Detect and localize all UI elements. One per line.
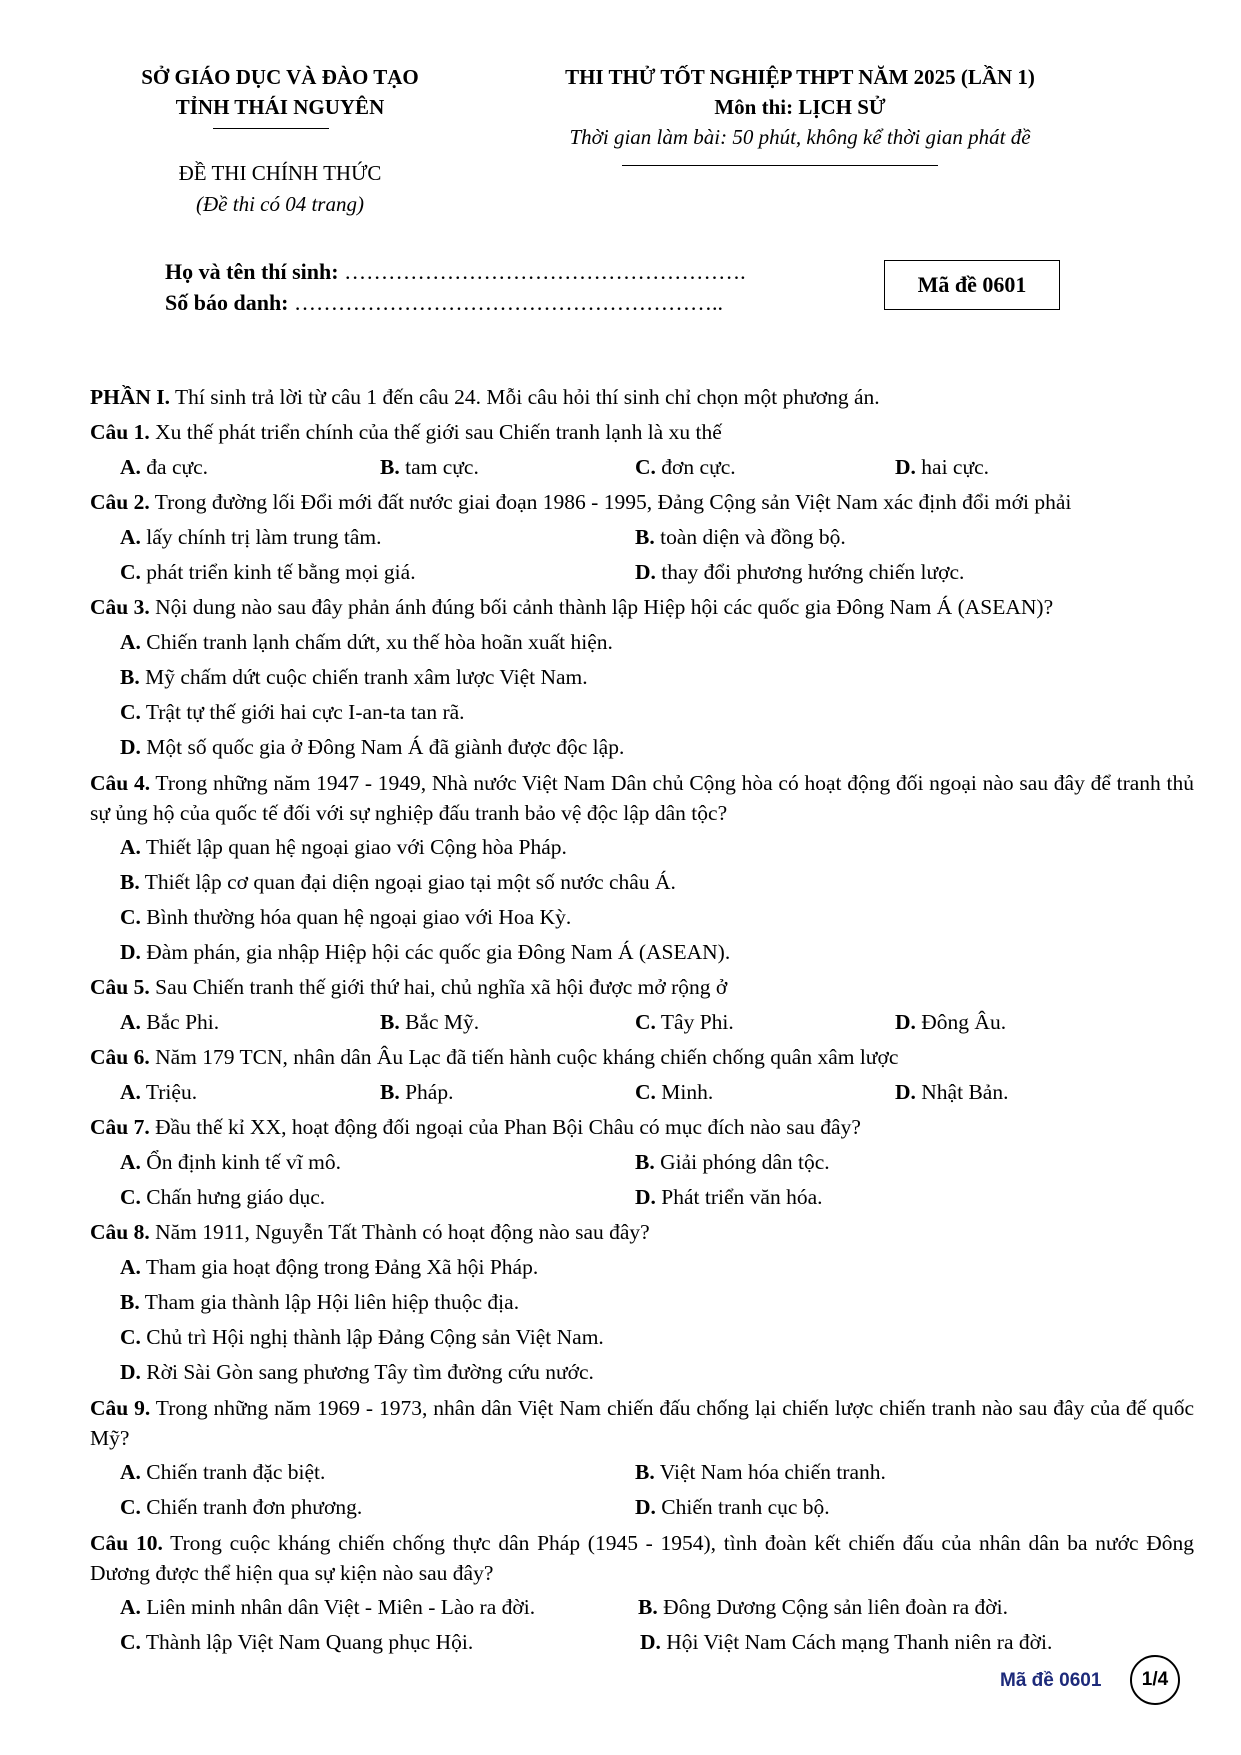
- option-c[interactable]: [120, 695, 465, 730]
- province-name: TỈNH THÁI NGUYÊN: [175, 95, 385, 119]
- option-text: Tham gia thành lập Hội liên hiệp thuộc địa.: [139, 1290, 520, 1314]
- option-text: Tham gia hoạt động trong Đảng Xã hội Pháp.: [140, 1255, 539, 1279]
- option-b[interactable]: [380, 1075, 453, 1110]
- option-d[interactable]: [895, 1075, 1008, 1110]
- option-text: Bắc Phi.: [140, 1010, 220, 1034]
- option-d[interactable]: [640, 1625, 1052, 1660]
- option-c[interactable]: [120, 900, 571, 935]
- option-row: [90, 1355, 1194, 1390]
- option-letter: B.: [380, 455, 400, 479]
- question-4: [90, 765, 1194, 970]
- option-row: [90, 1490, 1194, 1525]
- option-text: thay đổi phương hướng chiến lược.: [655, 560, 965, 584]
- option-letter: D.: [640, 1630, 661, 1654]
- option-letter: D.: [895, 455, 916, 479]
- option-letter: C.: [635, 455, 656, 479]
- option-text: Thiết lập quan hệ ngoại giao với Cộng hòa Pháp.: [140, 835, 567, 859]
- name-field[interactable]: ……………………………………………….: [344, 259, 746, 284]
- option-text: Một số quốc gia ở Đông Nam Á đã giành được độc lập.: [140, 735, 625, 759]
- pages-note: (Đề thi có 04 trang): [196, 192, 364, 216]
- option-text: Bắc Mỹ.: [399, 1010, 480, 1034]
- option-text: Thành lập Việt Nam Quang phục Hội.: [140, 1630, 474, 1654]
- option-letter: D.: [120, 735, 141, 759]
- option-letter: A.: [120, 455, 141, 479]
- option-letter: A.: [120, 1595, 141, 1619]
- option-row: [90, 865, 1194, 900]
- option-letter: C.: [120, 1185, 141, 1209]
- part-label: PHẦN I.: [90, 385, 171, 409]
- official-block: [95, 158, 465, 220]
- option-text: Ổn định kinh tế vĩ mô.: [140, 1150, 341, 1174]
- option-text: Minh.: [655, 1080, 714, 1104]
- exam-title-block: [470, 62, 1130, 152]
- option-d[interactable]: [895, 450, 989, 485]
- option-a[interactable]: [120, 1590, 535, 1625]
- option-c[interactable]: [120, 1320, 604, 1355]
- question-stem: [90, 485, 1194, 520]
- question-text: Nội dung nào sau đây phản ánh đúng bối cảnh thành lập Hiệp hội các quốc gia Đông Nam Á (ASEAN)?: [149, 595, 1054, 619]
- option-text: Hội Việt Nam Cách mạng Thanh niên ra đời.: [660, 1630, 1053, 1654]
- option-c[interactable]: [120, 1180, 325, 1215]
- name-label: Họ và tên thí sinh:: [165, 259, 339, 284]
- option-text: Mỹ chấm dứt cuộc chiến tranh xâm lược Việt Nam.: [139, 665, 588, 689]
- option-letter: C.: [120, 1630, 141, 1654]
- official-label: ĐỀ THI CHÍNH THỨC: [178, 161, 382, 185]
- option-d[interactable]: [120, 935, 730, 970]
- option-text: đơn cực.: [655, 455, 736, 479]
- option-letter: B.: [380, 1080, 400, 1104]
- option-row: [90, 900, 1194, 935]
- option-text: lấy chính trị làm trung tâm.: [140, 525, 382, 549]
- option-text: phát triển kinh tế bằng mọi giá.: [140, 560, 416, 584]
- option-text: Chiến tranh cục bộ.: [655, 1495, 830, 1519]
- question-text: Xu thế phát triển chính của thế giới sau Chiến tranh lạnh là xu thế: [149, 420, 722, 444]
- option-d[interactable]: [635, 1490, 830, 1525]
- option-letter: B.: [638, 1595, 658, 1619]
- question-text: Trong đường lối Đổi mới đất nước giai đoạn 1986 - 1995, Đảng Cộng sản Việt Nam xác định đổi mới phải: [149, 490, 1072, 514]
- option-b[interactable]: [635, 520, 846, 555]
- question-2: [90, 485, 1194, 590]
- option-text: Nhật Bản.: [915, 1080, 1009, 1104]
- option-row: [90, 1455, 1194, 1490]
- option-letter: D.: [635, 560, 656, 584]
- option-letter: C.: [635, 1010, 656, 1034]
- option-b[interactable]: [638, 1590, 1008, 1625]
- option-b[interactable]: [635, 1145, 830, 1180]
- option-text: toàn diện và đồng bộ.: [654, 525, 846, 549]
- option-row: [90, 695, 1194, 730]
- option-c[interactable]: [120, 1625, 473, 1660]
- question-10: [90, 1525, 1194, 1660]
- option-text: Rời Sài Gòn sang phương Tây tìm đường cứu nước.: [140, 1360, 594, 1384]
- question-stem: [90, 765, 1194, 830]
- option-letter: B.: [120, 1290, 140, 1314]
- option-a[interactable]: [120, 625, 613, 660]
- option-letter: A.: [120, 835, 141, 859]
- option-text: Thiết lập cơ quan đại diện ngoại giao tại một số nước châu Á.: [139, 870, 676, 894]
- option-text: Chiến tranh đơn phương.: [140, 1495, 363, 1519]
- option-letter: C.: [120, 1495, 141, 1519]
- option-letter: D.: [895, 1080, 916, 1104]
- option-letter: B.: [120, 665, 140, 689]
- option-letter: B.: [635, 1150, 655, 1174]
- option-row: [90, 1075, 1194, 1110]
- option-text: Tây Phi.: [655, 1010, 734, 1034]
- option-row: [90, 1590, 1194, 1625]
- option-letter: C.: [120, 1325, 141, 1349]
- option-a[interactable]: [120, 1145, 341, 1180]
- option-text: Pháp.: [399, 1080, 454, 1104]
- option-text: hai cực.: [915, 455, 990, 479]
- option-a[interactable]: [120, 1455, 325, 1490]
- exam-title: THI THỬ TỐT NGHIỆP THPT NĂM 2025 (LẦN 1): [565, 65, 1035, 89]
- option-text: Giải phóng dân tộc.: [654, 1150, 830, 1174]
- question-9: [90, 1390, 1194, 1525]
- question-7: [90, 1110, 1194, 1215]
- question-5: [90, 970, 1194, 1040]
- option-b[interactable]: [380, 450, 479, 485]
- option-b[interactable]: [380, 1005, 479, 1040]
- page-number: 1/4: [1130, 1655, 1180, 1705]
- option-letter: B.: [635, 525, 655, 549]
- option-letter: B.: [120, 870, 140, 894]
- question-stem: [90, 970, 1194, 1005]
- option-letter: C.: [635, 1080, 656, 1104]
- option-row: [90, 450, 1194, 485]
- question-stem: [90, 1215, 1194, 1250]
- question-stem: [90, 1040, 1194, 1075]
- option-row: [90, 1625, 1194, 1660]
- option-a[interactable]: [120, 830, 567, 865]
- department-block: [95, 62, 465, 122]
- option-text: Chiến tranh lạnh chấm dứt, xu thế hòa hoãn xuất hiện.: [140, 630, 613, 654]
- option-letter: A.: [120, 630, 141, 654]
- option-a[interactable]: [120, 1075, 197, 1110]
- option-a[interactable]: [120, 450, 208, 485]
- question-text: Trong những năm 1969 - 1973, nhân dân Việt Nam chiến đấu chống lại chiến lược chiến tranh nào sau đây của đế quốc Mỹ?: [90, 1396, 1194, 1450]
- option-letter: A.: [120, 1460, 141, 1484]
- department-underline: [213, 128, 329, 129]
- option-letter: D.: [635, 1185, 656, 1209]
- question-list: [90, 415, 1194, 1660]
- subject-line: Môn thi: LỊCH SỬ: [714, 95, 886, 119]
- option-row: [90, 830, 1194, 865]
- option-row: [90, 1320, 1194, 1355]
- option-letter: A.: [120, 1080, 141, 1104]
- option-letter: B.: [380, 1010, 400, 1034]
- option-text: Phát triển văn hóa.: [655, 1185, 823, 1209]
- question-text: Đầu thế kỉ XX, hoạt động đối ngoại của Phan Bội Châu có mục đích nào sau đây?: [149, 1115, 861, 1139]
- title-underline: [622, 165, 938, 166]
- option-row: [90, 1145, 1194, 1180]
- option-letter: D.: [120, 1360, 141, 1384]
- option-b[interactable]: [635, 1455, 886, 1490]
- option-letter: D.: [635, 1495, 656, 1519]
- option-text: Bình thường hóa quan hệ ngoại giao với Hoa Kỳ.: [140, 905, 572, 929]
- option-d[interactable]: [895, 1005, 1006, 1040]
- option-text: Trật tự thế giới hai cực I-an-ta tan rã.: [140, 700, 465, 724]
- option-letter: C.: [120, 905, 141, 929]
- option-letter: C.: [120, 560, 141, 584]
- option-text: tam cực.: [399, 455, 479, 479]
- question-stem: [90, 1110, 1194, 1145]
- question-3: [90, 590, 1194, 765]
- option-text: Việt Nam hóa chiến tranh.: [654, 1460, 886, 1484]
- option-text: Đông Âu.: [915, 1010, 1007, 1034]
- id-label: Số báo danh:: [165, 290, 289, 315]
- option-letter: A.: [120, 1150, 141, 1174]
- option-text: Đông Dương Cộng sản liên đoàn ra đời.: [657, 1595, 1008, 1619]
- part-instruction: [90, 380, 1194, 415]
- option-row: [90, 660, 1194, 695]
- time-note: Thời gian làm bài: 50 phút, không kể thời gian phát đề: [569, 125, 1031, 149]
- question-text: Trong những năm 1947 - 1949, Nhà nước Việt Nam Dân chủ Cộng hòa có hoạt động đối ngoại nào sau đây để tranh thủ sự ủng hộ của quốc tế đối với sự nghiệp đấu tranh bảo vệ độc lập dân tộc?: [90, 771, 1194, 825]
- option-row: [90, 935, 1194, 970]
- question-label: Câu 3.: [90, 595, 150, 619]
- option-b[interactable]: [120, 1285, 519, 1320]
- option-row: [90, 1180, 1194, 1215]
- question-label: Câu 7.: [90, 1115, 150, 1139]
- option-d[interactable]: [635, 555, 964, 590]
- question-label: Câu 10.: [90, 1531, 163, 1555]
- question-label: Câu 8.: [90, 1220, 150, 1244]
- question-text: Sau Chiến tranh thế giới thứ hai, chủ nghĩa xã hội được mở rộng ở: [149, 975, 728, 999]
- option-text: Liên minh nhân dân Việt - Miên - Lào ra đời.: [140, 1595, 536, 1619]
- option-letter: B.: [635, 1460, 655, 1484]
- option-c[interactable]: [120, 1490, 362, 1525]
- question-label: Câu 9.: [90, 1396, 151, 1420]
- option-text: Chấn hưng giáo dục.: [140, 1185, 326, 1209]
- option-letter: A.: [120, 1255, 141, 1279]
- option-a[interactable]: [120, 1005, 219, 1040]
- option-row: [90, 1250, 1194, 1285]
- option-a[interactable]: [120, 1250, 538, 1285]
- question-label: Câu 1.: [90, 420, 150, 444]
- option-letter: A.: [120, 525, 141, 549]
- option-text: Đàm phán, gia nhập Hiệp hội các quốc gia Đông Nam Á (ASEAN).: [140, 940, 731, 964]
- question-label: Câu 2.: [90, 490, 150, 514]
- question-label: Câu 4.: [90, 771, 151, 795]
- part-text: Thí sinh trả lời từ câu 1 đến câu 24. Mỗi câu hỏi thí sinh chỉ chọn một phương án.: [170, 385, 880, 409]
- question-1: [90, 415, 1194, 485]
- exam-body: [90, 380, 1194, 1660]
- department-name: SỞ GIÁO DỤC VÀ ĐÀO TẠO: [141, 65, 419, 89]
- question-6: [90, 1040, 1194, 1110]
- option-b[interactable]: [120, 865, 676, 900]
- question-text: Trong cuộc kháng chiến chống thực dân Pháp (1945 - 1954), tình đoàn kết chiến đấu của nhân dân ba nước Đông Dương được thể hiện qua sự kiện nào sau đây?: [90, 1531, 1195, 1585]
- option-row: [90, 555, 1194, 590]
- option-text: Triệu.: [140, 1080, 198, 1104]
- exam-code-box: Mã đề 0601: [884, 260, 1060, 310]
- question-stem: [90, 1525, 1194, 1590]
- option-c[interactable]: [635, 1075, 713, 1110]
- question-stem: [90, 1390, 1194, 1455]
- question-text: Năm 179 TCN, nhân dân Âu Lạc đã tiến hành cuộc kháng chiến chống quân xâm lược: [149, 1045, 899, 1069]
- option-d[interactable]: [120, 1355, 594, 1390]
- option-text: Chủ trì Hội nghị thành lập Đảng Cộng sản Việt Nam.: [140, 1325, 604, 1349]
- option-text: đa cực.: [140, 455, 209, 479]
- question-stem: [90, 590, 1194, 625]
- option-letter: C.: [120, 700, 141, 724]
- option-c[interactable]: [635, 450, 736, 485]
- option-letter: D.: [895, 1010, 916, 1034]
- question-8: [90, 1215, 1194, 1390]
- option-letter: D.: [120, 940, 141, 964]
- footer-exam-code: Mã đề 0601: [1000, 1670, 1102, 1691]
- option-row: [90, 1005, 1194, 1040]
- option-row: [90, 730, 1194, 765]
- question-label: Câu 6.: [90, 1045, 150, 1069]
- question-label: Câu 5.: [90, 975, 150, 999]
- option-b[interactable]: [120, 660, 588, 695]
- option-letter: A.: [120, 1010, 141, 1034]
- option-row: [90, 625, 1194, 660]
- id-field[interactable]: …………………………………………………..: [294, 290, 724, 315]
- question-text: Năm 1911, Nguyễn Tất Thành có hoạt động nào sau đây?: [149, 1220, 650, 1244]
- option-row: [90, 1285, 1194, 1320]
- option-c[interactable]: [635, 1005, 734, 1040]
- option-a[interactable]: [120, 520, 382, 555]
- candidate-info: [165, 256, 746, 318]
- option-c[interactable]: [120, 555, 416, 590]
- option-row: [90, 520, 1194, 555]
- option-d[interactable]: [120, 730, 624, 765]
- option-d[interactable]: [635, 1180, 823, 1215]
- question-stem: [90, 415, 1194, 450]
- option-text: Chiến tranh đặc biệt.: [140, 1460, 326, 1484]
